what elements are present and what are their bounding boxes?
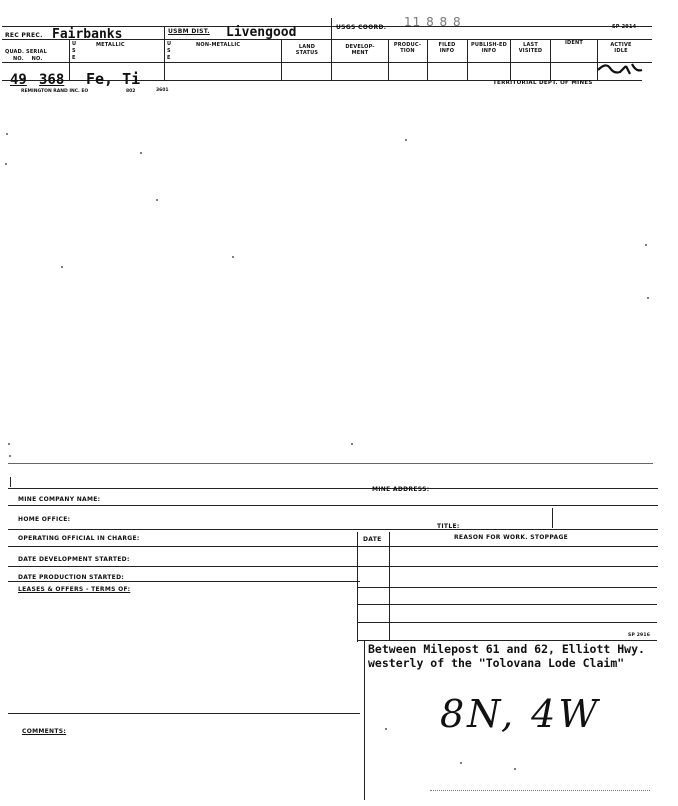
- printer-footer: REMINGTON RAND INC. EO: [21, 89, 89, 94]
- metallic-heading: METALLIC: [96, 42, 125, 48]
- printer-code-1: 802: [126, 89, 136, 94]
- form-number-front: SP 2914: [612, 24, 637, 30]
- comments-label: COMMENTS:: [22, 728, 67, 735]
- no-no-heading: NO. NO.: [13, 56, 43, 62]
- ident-heading: IDENT: [564, 40, 584, 46]
- date-heading: DATE: [363, 536, 382, 543]
- territorial-dept-footer: TERRITORIAL DEPT. OF MINES: [493, 80, 593, 86]
- rec-prec-value: Fairbanks: [52, 27, 123, 42]
- reason-heading: REASON FOR WORK. STOPPAGE: [454, 534, 569, 541]
- filed-info-heading: FILED INFO: [438, 42, 456, 54]
- land-status-heading: LAND STATUS: [295, 44, 319, 56]
- use-letter-s-2: S: [167, 48, 171, 54]
- rec-prec-label: REC PREC.: [5, 32, 43, 39]
- quad-serial-heading: QUAD. SERIAL: [5, 49, 47, 55]
- operating-official-label: OPERATING OFFICIAL IN CHARGE:: [18, 535, 140, 542]
- location-note-line-1: Between Milepost 61 and 62, Elliott Hwy.: [368, 642, 645, 656]
- date-production-label: DATE PRODUCTION STARTED:: [18, 574, 125, 581]
- handwritten-township: 8N, 4W: [440, 692, 601, 736]
- leases-offers-label: LEASES & OFFERS - TERMS OF:: [18, 586, 131, 593]
- date-development-label: DATE DEVELOPMENT STARTED:: [18, 556, 130, 563]
- use-letter-u-2: U: [167, 41, 172, 47]
- published-info-heading: PUBLISH-ED INFO: [470, 42, 507, 54]
- non-metallic-heading: NON-METALLIC: [196, 42, 241, 48]
- usgs-coord-value: 11 8 8 8: [404, 15, 462, 29]
- active-idle-heading: ACTIVE IDLE: [610, 42, 632, 54]
- production-heading: PRODUC-TION: [393, 42, 422, 54]
- usbm-dist-label: USBM DIST.: [168, 28, 210, 35]
- development-heading: DEVELOP-MENT: [345, 44, 375, 56]
- printer-code-2: 3601: [156, 88, 169, 93]
- use-letter-e-2: E: [167, 55, 171, 61]
- use-letter-s: S: [72, 48, 76, 54]
- home-office-label: HOME OFFICE:: [18, 516, 71, 523]
- serial-value: 368: [39, 72, 65, 88]
- quad-value: 49: [10, 72, 27, 88]
- metallic-value: Fe, Ti: [86, 70, 141, 88]
- usbm-dist-value: Livengood: [226, 25, 297, 40]
- use-letter-e: E: [72, 55, 76, 61]
- last-visited-heading: LAST VISITED: [518, 42, 543, 54]
- use-letter-u: U: [72, 41, 77, 47]
- mine-address-label: MINE ADDRESS:: [372, 486, 430, 493]
- mine-company-name-label: MINE COMPANY NAME:: [18, 496, 101, 503]
- location-note-line-2: westerly of the "Tolovana Lode Claim": [368, 656, 625, 670]
- usgs-coord-label: USGS COORD.: [336, 24, 387, 31]
- title-label: TITLE:: [437, 523, 460, 530]
- form-number-back: SP 2916: [628, 633, 651, 638]
- check-mark-icon: [596, 58, 644, 82]
